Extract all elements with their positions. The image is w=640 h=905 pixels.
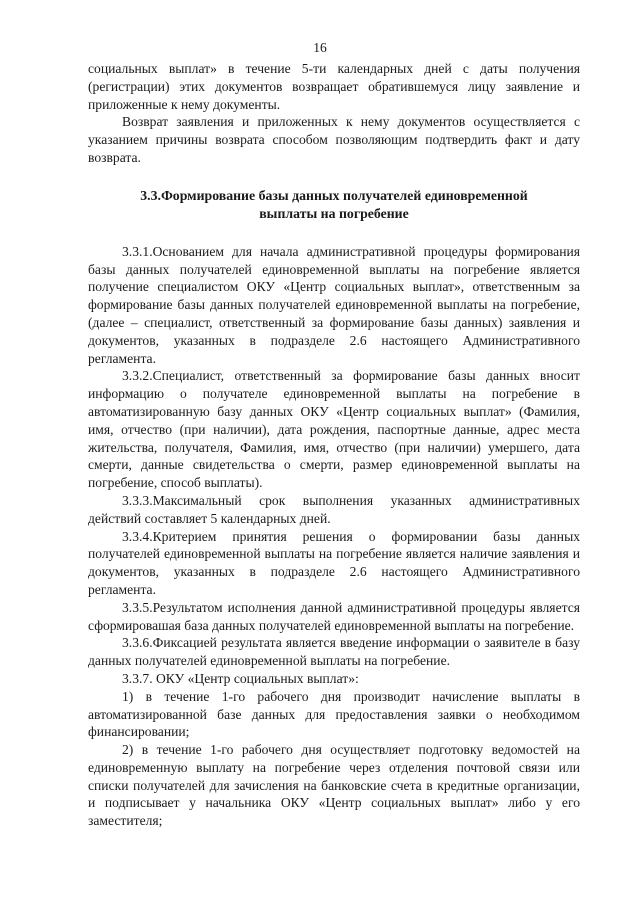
page-number: 16 (313, 40, 327, 55)
clause-3-3-5: 3.3.5.Результатом исполнения данной административной процедуры является сформировашая база данных получателей единовременной выплаты на погребение. (88, 599, 580, 633)
clause-3-3-2: 3.3.2.Специалист, ответственный за формирование базы данных вносит информацию о получателе единовременной выплаты на погребение в автоматизированную базу данных ОКУ «Центр социальных выплат» (Фамилия, имя, отчество (при наличии), дата рождения, паспортные данные, адрес места жительства, получателя, Фамилия, имя, отчество (при наличии) умершего, дата смерти, данные свидетельства о смерти, размер единовременной выплаты на погребение, способ выплаты). (88, 368, 580, 491)
clause-3-3-7: 3.3.7. ОКУ «Центр социальных выплат»: (122, 670, 359, 686)
clause-3-3-1: 3.3.1.Основанием для начала административной процедуры формирования базы данных получателей единовременной выплаты на погребение является получение специалистом ОКУ «Центр социальных выплат», ответственным за формирование базы данных получателей единовременной выплаты на погребение, (далее – специалист, ответственный за формирование базы данных) заявления и документов, указанных в подразделе 2.6 настоящего Административного регламента. (88, 243, 580, 366)
subclause-1: 1) в течение 1-го рабочего дня производит начисление выплаты в автоматизированной базе данных для предоставления заявки о необходимом финансировании; (88, 688, 580, 740)
paragraph: социальных выплат» в течение 5-ти календарных дней с даты получения (регистрации) этих документов возвращает обратившемуся лицу заявление и приложенные к нему документы. (88, 61, 580, 112)
clause-3-3-3: 3.3.3.Максимальный срок выполнения указанных административных действий составляет 5 календарных дней. (88, 492, 580, 526)
subclause-2: 2) в течение 1-го рабочего дня осуществляет подготовку ведомостей на единовременную выплату на погребение через отделения почтовой связи или списки получателей для зачисления на банковские счета в кредитные организации, и подписывает у начальника ОКУ «Центр социальных выплат» либо у его заместителя; (88, 742, 580, 829)
paragraph: Возврат заявления и приложенных к нему документов осуществляется с указанием причины возврата способом позволяющим подтвердить факт и дату возврата. (88, 114, 580, 165)
clause-3-3-4: 3.3.4.Критерием принятия решения о формировании базы данных получателей единовременной выплаты на погребение является наличие заявления и документов, указанных в подразделе 2.6 настоящего Административного регламента. (88, 528, 580, 597)
section-heading: 3.3.Формирование базы данных получателей единовременной выплаты на погребение (140, 187, 528, 221)
document-body (88, 60, 580, 830)
clause-3-3-6: 3.3.6.Фиксацией результата является введение информации о заявителе в базу данных получателей единовременной выплаты на погребение. (88, 635, 580, 669)
